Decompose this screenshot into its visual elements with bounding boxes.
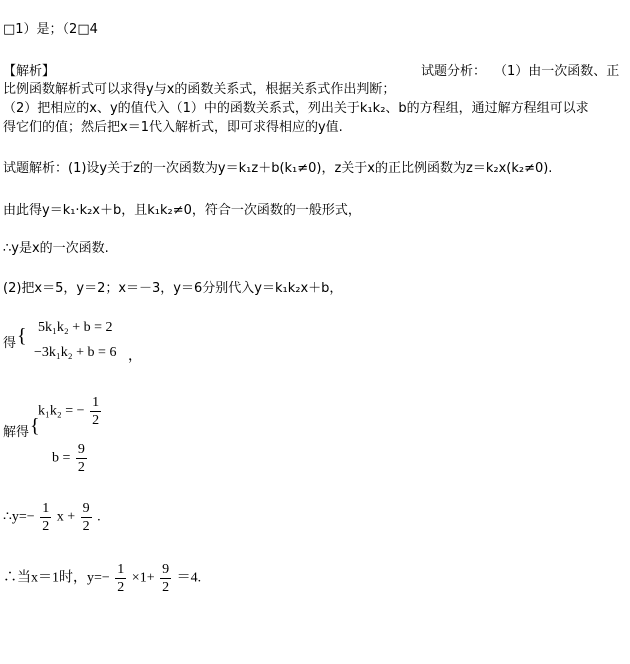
denominator: 2 [82, 519, 90, 534]
system2-lhs1: k₁k₂ = − [38, 403, 85, 419]
analysis-label: 试题分析： [421, 64, 487, 79]
numerator: 9 [77, 442, 85, 457]
system2-eq1 [38, 394, 103, 429]
result-mid: x + [56, 509, 76, 525]
solution-line-3: ∴y是x的一次函数. [3, 241, 109, 256]
result-line [3, 500, 101, 535]
left-brace-2: { [30, 415, 40, 437]
fraction [115, 561, 126, 596]
numerator: 9 [82, 501, 90, 516]
final-line [3, 561, 201, 596]
fraction [40, 500, 51, 535]
solution-line-4: (2)把x＝5，y＝2；x＝－3，y＝6分别代入y＝k₁k₂x＋b， [3, 281, 343, 296]
jiede-label: 解得 [3, 425, 30, 440]
analysis-tag: 【解析】 [3, 64, 56, 79]
denominator: 2 [42, 519, 50, 534]
answer-line: □1）是；（2□4 [3, 22, 98, 37]
analysis-line-2: 比例函数解析式可以求得y与x的函数关系式，根据关系式作出判断； [3, 82, 396, 97]
denominator: 2 [117, 580, 125, 595]
fraction [90, 394, 101, 429]
result-prefix: ∴y=− [3, 509, 35, 525]
fraction [81, 500, 92, 535]
numerator: 9 [162, 562, 170, 577]
numerator: 1 [42, 501, 50, 516]
solution-intro: 试题解析：(1)设y关于z的一次函数为y＝k₁z＋b(k₁≠0)，z关于x的正比例函数为z＝k₂x(k₂≠0). [3, 161, 553, 176]
system1-eq1: 5k₁k₂ + b = 2 [38, 320, 113, 335]
final-end: ＝4. [176, 570, 202, 586]
fraction [76, 441, 87, 476]
solution-line-2: 由此得y＝k₁·k₂x＋b，且k₁k₂≠0，符合一次函数的一般形式， [3, 203, 361, 218]
final-prefix: ∴当x＝1时，y=− [3, 570, 110, 586]
de-label: 得 [3, 336, 17, 351]
analysis-line-1: （1）由一次函数、正 [494, 64, 620, 79]
system2-lhs2: b = [52, 450, 71, 466]
fraction [160, 561, 171, 596]
left-brace: { [17, 325, 27, 347]
system2-eq2 [52, 441, 89, 476]
numerator: 1 [117, 562, 125, 577]
denominator: 2 [162, 580, 170, 595]
denominator: 2 [77, 460, 85, 475]
numerator: 1 [92, 395, 100, 410]
system1-tail: ， [128, 349, 142, 364]
result-end: . [97, 509, 101, 525]
system1-eq2: −3k₁k₂ + b = 6 [34, 345, 117, 360]
analysis-line-3: （2）把相应的x、y的值代入（1）中的函数关系式，列出关于k₁k₂、b的方程组，通过解方程组可以求 [3, 101, 589, 116]
analysis-line-4: 得它们的值；然后把x＝1代入解析式，即可求得相应的y值. [3, 120, 343, 135]
final-mid: ×1+ [131, 570, 155, 586]
denominator: 2 [92, 413, 100, 428]
